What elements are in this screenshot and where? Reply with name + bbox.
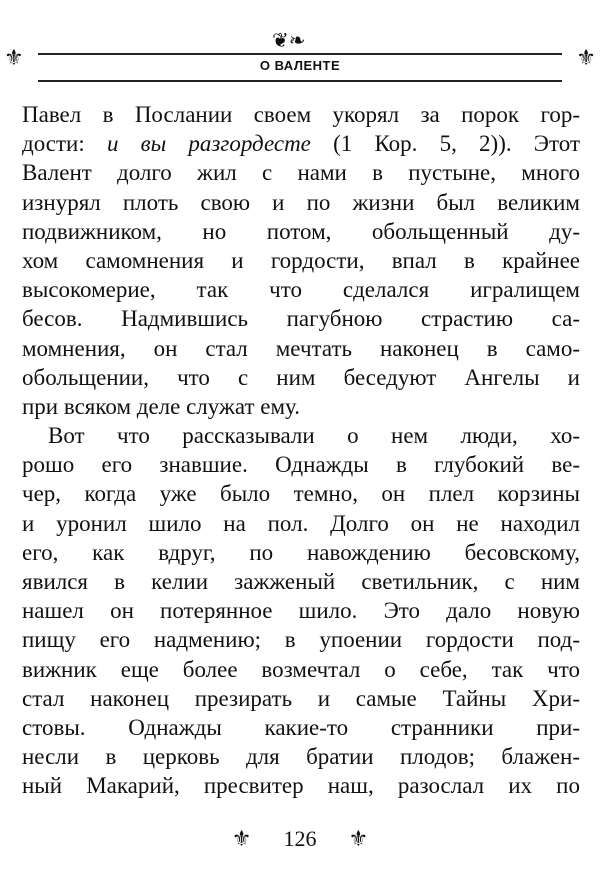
text-line: его, как вдруг, по навождению бесовскому,: [22, 539, 580, 565]
header-rule-bottom: [38, 80, 562, 82]
text-line: рошо его знавшие. Однажды в глубокий ве-: [22, 452, 580, 478]
chapter-title: О ВАЛЕНТЕ: [259, 58, 341, 73]
header-rule-top: [38, 53, 562, 55]
text-line: нашел он потерянное шило. Это дало новую: [22, 598, 580, 624]
text-line: пищу его надмению; в упоении гордости под-: [22, 627, 580, 653]
text-line: стал наконец презирать и самые Тайны Хри-: [22, 685, 580, 711]
page-body: [22, 100, 580, 801]
text-segment: дости:: [22, 131, 107, 157]
text-line: подвижником, но потом, обольщенный ду-: [22, 218, 580, 244]
paragraph-2: [22, 421, 580, 800]
text-line: чер, когда уже было темно, он плел корзины: [22, 481, 580, 507]
text-line: ный Макарий, пресвитер наш, разослал их по: [22, 773, 580, 799]
text-line: Валент долго жил с нами в пустыне, много: [22, 160, 580, 186]
page-footer: [0, 826, 600, 852]
text-line: Павел в Послании своем укорял за порок гор-: [22, 102, 580, 127]
text-line: Вот что рассказывали о нем люди, хо-: [48, 423, 580, 449]
text-line: изнурял плоть свою и по жизни был великим: [22, 189, 580, 215]
fleuron-right-icon: ⚜: [576, 46, 596, 71]
paragraph-1: [22, 100, 580, 421]
text-segment: (1 Кор. 5, 2)). Этот: [310, 131, 580, 157]
running-header: [0, 30, 600, 90]
text-line: [22, 129, 580, 158]
fleuron-right-icon: ⚜: [348, 826, 369, 851]
text-line: обольщении, что с ним беседуют Ангелы и: [22, 364, 580, 390]
fleuron-left-icon: ⚜: [231, 826, 252, 851]
scripture-quote: и вы разгордесте: [106, 131, 311, 157]
text-line: при всяком деле служат ему.: [22, 393, 300, 419]
text-line: момнения, он стал мечтать наконец в само-: [22, 335, 580, 361]
fleuron-left-icon: ⚜: [4, 46, 24, 71]
text-line: высокомерие, так что сделался игралищем: [22, 277, 580, 303]
text-line: вижник еще более возмечтал о себе, так что: [22, 656, 580, 682]
text-line: стовы. Однажды какие-то странники при-: [22, 714, 580, 740]
text-line: явился в келии зажженый светильник, с ним: [22, 569, 580, 594]
page-number: 126: [283, 826, 317, 851]
text-line: бесов. Надмившись пагубною страстию са-: [22, 306, 580, 332]
text-line: несли в церковь для братии плодов; блажен-: [22, 744, 580, 770]
header-ornament-icon: ❦❧: [272, 28, 306, 52]
text-line: и уронил шило на пол. Долго он не находил: [22, 510, 580, 536]
text-line: хом самомнения и гордости, впал в крайнее: [22, 247, 580, 273]
